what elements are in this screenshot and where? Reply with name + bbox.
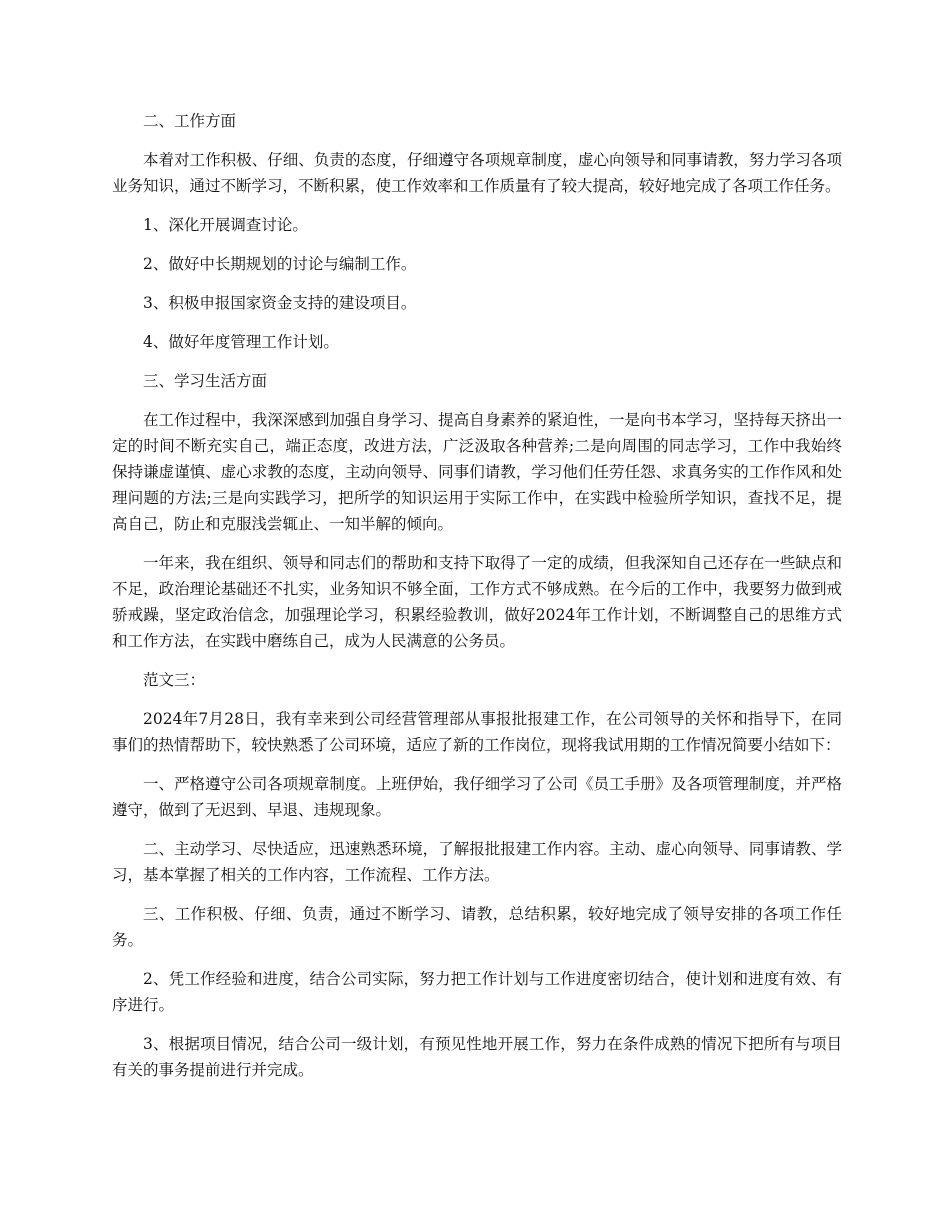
list-item-2: 2、做好中长期规划的讨论与编制工作。 [143,255,417,273]
document-body [112,108,842,1096]
paragraph-sub-point-3: 3、根据项目情况，结合公司一级计划，有预见性地开展工作，努力在条件成熟的情况下把所有与项目有关的事务提前进行并完成。 [112,1035,842,1079]
list-item-4: 4、做好年度管理工作计划。 [143,333,339,351]
section-heading-sample-three: 范文三： [143,671,206,689]
paragraph-sub-point-2: 2、凭工作经验和进度，结合公司实际，努力把工作计划与工作进度密切结合，使计划和进度有效、有序进行。 [112,970,842,1014]
paragraph-year-summary: 一年来，我在组织、领导和同志们的帮助和支持下取得了一定的成绩，但我深知自己还存在一些缺点和不足，政治理论基础还不扎实，业务知识不够全面，工作方式不够成熟。在今后的工作中，我要努力做到戒骄戒躁，坚定政治信念，加强理论学习，积累经验教训，做好2024年工作计划，不断调整自己的思维方式和工作方法，在实践中磨练自己，成为人民满意的公务员。 [112,554,842,650]
paragraph-point-one: 一、严格遵守公司各项规章制度。上班伊始，我仔细学习了公司《员工手册》及各项管理制度，并严格遵守，做到了无迟到、早退、违规现象。 [112,775,842,819]
paragraph-work-attitude: 本着对工作积极、仔细、负责的态度，仔细遵守各项规章制度，虚心向领导和同事请教，努力学习各项业务知识，通过不断学习，不断积累，使工作效率和工作质量有了较大提高，较好地完成了各项工作任务。 [112,151,842,195]
paragraph-study: 在工作过程中，我深深感到加强自身学习、提高自身素养的紧迫性，一是向书本学习，坚持每天挤出一定的时间不断充实自己，端正态度，改进方法，广泛汲取各种营养;二是向周围的同志学习，工作中我始终保持谦虚谨慎、虚心求教的态度，主动向领导、同事们请教，学习他们任劳任怨、求真务实的工作作风和处理问题的方法;三是向实践学习，把所学的知识运用于实际工作中，在实践中检验所学知识，查找不足，提高自己，防止和克服浅尝辄止、一知半解的倾向。 [112,411,842,533]
paragraph-point-two: 二、主动学习、尽快适应，迅速熟悉环境，了解报批报建工作内容。主动、虚心向领导、同事请教、学习，基本掌握了相关的工作内容，工作流程、工作方法。 [112,840,842,884]
section-heading-work: 二、工作方面 [143,112,237,130]
paragraph-intro: 2024年7月28日，我有幸来到公司经营管理部从事报批报建工作，在公司领导的关怀和指导下，在同事们的热情帮助下，较快熟悉了公司环境，适应了新的工作岗位，现将我试用期的工作情况简要小结如下： [112,710,842,754]
paragraph-point-three: 三、工作积极、仔细、负责，通过不断学习、请教，总结积累，较好地完成了领导安排的各项工作任务。 [112,905,842,949]
list-item-3: 3、积极申报国家资金支持的建设项目。 [143,294,417,312]
list-item-1: 1、深化开展调查讨论。 [143,216,308,234]
section-heading-study: 三、学习生活方面 [143,372,268,390]
